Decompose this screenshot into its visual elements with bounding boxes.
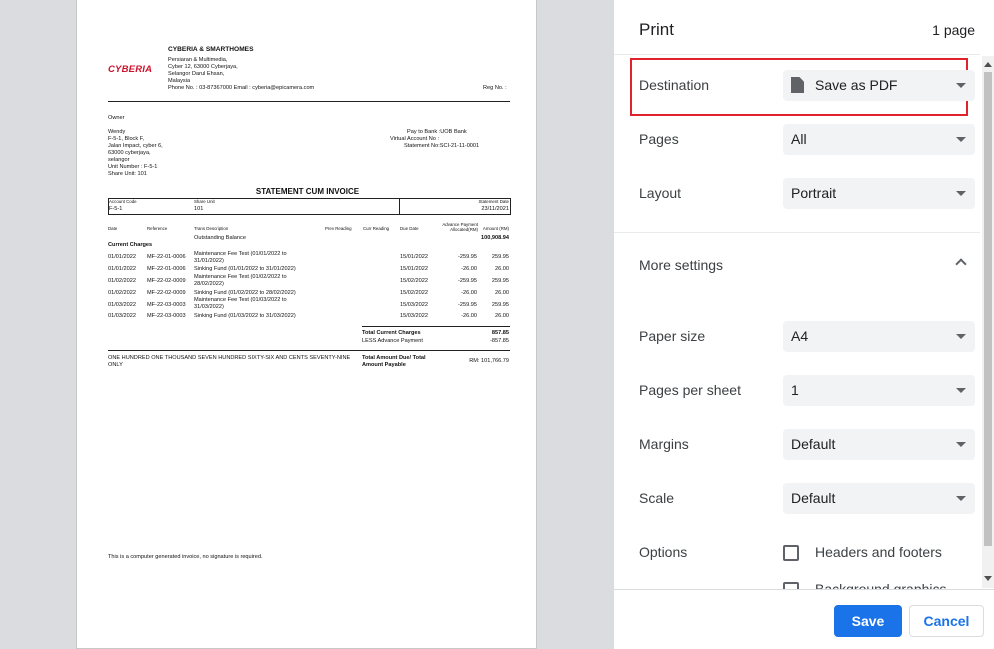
company-address-line: Cyber 12, 63000 Cyberjaya, (168, 64, 238, 70)
pages-per-sheet-select[interactable] (783, 375, 975, 406)
row-advance: -259.95 (458, 278, 477, 284)
col-description: Trans Description (194, 226, 229, 231)
margins-select[interactable] (783, 429, 975, 460)
row-due-date: 15/01/2022 (400, 266, 428, 272)
scroll-up-arrow[interactable] (984, 62, 992, 67)
chevron-down-icon (956, 191, 966, 196)
more-settings-toggle[interactable]: More settings (639, 257, 724, 273)
print-dialog-title: Print (639, 20, 674, 39)
row-description: Maintenance Fee Test (01/03/2022 to 31/03/2022) (194, 297, 287, 310)
outstanding-value: 100,908.94 (481, 235, 509, 241)
footer-note: This is a computer generated invoice, no signature is required. (108, 554, 263, 560)
row-description: Sinking Fund (01/03/2022 to 31/03/2022) (194, 313, 296, 319)
col-due-date: Due Date (400, 226, 419, 231)
row-due-date: 15/03/2022 (400, 302, 428, 308)
outstanding-label: Outstanding Balance (194, 235, 246, 241)
row-advance: -259.95 (458, 302, 477, 308)
company-contact: Phone No. : 03-87367000 Email : cyberia@epicamera.com (168, 85, 315, 91)
cancel-button[interactable]: Cancel (909, 605, 984, 637)
bank-line: Virtual Account No : (390, 136, 440, 142)
row-reference: MF-22-01-0006 (147, 266, 186, 272)
header-rule (108, 101, 510, 102)
current-charges-label: Current Charges (108, 242, 153, 248)
row-date: 01/02/2022 (108, 278, 136, 284)
bank-line: Statement No:SCI-21-11-0001 (404, 143, 480, 149)
paper-size-value: A4 (791, 328, 809, 344)
headers-footers-checkbox[interactable] (783, 545, 799, 561)
company-address-line: Selangor Darul Ehsan, (168, 71, 225, 77)
row-date: 01/03/2022 (108, 313, 136, 319)
row-description: Sinking Fund (01/01/2022 to 31/01/2022) (194, 266, 296, 272)
amount-in-words: ONE HUNDRED ONE THOUSAND SEVEN HUNDRED SIXTY-SIX AND CENTS SEVENTY-NINE ONLY (108, 355, 351, 368)
owner-line: Wendy (108, 129, 126, 135)
pages-per-sheet-label: Pages per sheet (639, 382, 741, 398)
row-reference: MF-22-01-0006 (147, 254, 186, 260)
row-date: 01/01/2022 (108, 254, 136, 260)
col-advance-payment: Advance Payment Allocated(RM) (442, 222, 478, 232)
statement-date-label: Statement Date (478, 199, 509, 204)
amount-due-rule (108, 350, 510, 351)
paper-size-label: Paper size (639, 328, 706, 344)
settings-divider (614, 232, 980, 233)
layout-value: Portrait (791, 185, 837, 201)
chevron-down-icon (956, 137, 966, 142)
row-due-date: 15/01/2022 (400, 254, 428, 260)
row-advance: -26.00 (461, 313, 477, 319)
account-box-divider (399, 198, 400, 215)
scrollbar-thumb[interactable] (984, 72, 992, 546)
company-logo: CYBERIA (108, 64, 153, 75)
pages-label: Pages (639, 131, 679, 147)
layout-select[interactable] (783, 178, 975, 209)
account-box (108, 198, 511, 215)
destination-value: Save as PDF (815, 77, 898, 93)
row-amount: 259.95 (491, 278, 509, 284)
row-date: 01/03/2022 (108, 302, 136, 308)
owner-line: Jalan Impact, cyber 6, (108, 143, 163, 149)
headers-footers-label[interactable]: Headers and footers (815, 544, 942, 560)
margins-label: Margins (639, 436, 689, 452)
pages-value: All (791, 131, 807, 147)
row-date: 01/01/2022 (108, 266, 136, 272)
row-reference: MF-22-03-0003 (147, 302, 186, 308)
totals-rule (362, 326, 510, 327)
less-advance-label: LESS Advance Payment (362, 338, 423, 344)
row-amount: 259.95 (491, 254, 509, 260)
row-due-date: 15/02/2022 (400, 278, 428, 284)
share-unit: 101 (194, 206, 204, 212)
print-settings-panel (614, 0, 994, 649)
row-description: Sinking Fund (01/02/2022 to 28/02/2022) (194, 290, 296, 296)
col-date: Date (108, 226, 118, 231)
chevron-down-icon (956, 334, 966, 339)
share-unit-label: Share Unit (194, 199, 215, 204)
statement-date: 23/11/2021 (481, 206, 509, 212)
company-name: CYBERIA & SMARTHOMES (168, 46, 254, 53)
col-prev-reading: Prev Reading (325, 226, 352, 231)
company-address-line: Malaysia (168, 78, 191, 84)
owner-line: Share Unit: 101 (108, 171, 147, 177)
save-button[interactable]: Save (834, 605, 902, 637)
layout-label: Layout (639, 185, 682, 201)
col-reference: Reference (147, 226, 168, 231)
row-description: Maintenance Fee Test (01/01/2022 to 31/01/2022) (194, 251, 287, 264)
options-label: Options (639, 544, 688, 560)
col-amount: Amount (RM) (482, 226, 509, 231)
total-current-value: 857.85 (491, 330, 509, 336)
dialog-footer (614, 590, 994, 649)
page-count: 1 page (932, 22, 975, 38)
owner-label: Owner (108, 115, 125, 121)
chevron-up-icon[interactable] (955, 258, 966, 269)
destination-label: Destination (639, 77, 710, 93)
row-due-date: 15/03/2022 (400, 313, 428, 319)
owner-line: selangor (108, 157, 130, 163)
row-due-date: 15/02/2022 (400, 290, 428, 296)
chevron-down-icon (956, 388, 966, 393)
row-description: Maintenance Fee Test (01/02/2022 to 28/02/2022) (194, 274, 287, 287)
preview-page (76, 0, 537, 649)
row-reference: MF-22-02-0009 (147, 278, 186, 284)
reg-no-label: Reg No. : (483, 85, 507, 91)
row-advance: -26.00 (461, 290, 477, 296)
company-address-line: Persiaran & Multimedia, (168, 57, 228, 63)
total-due-value: RM: 101,766.79 (469, 358, 509, 364)
account-code-label: Account Code (109, 199, 137, 204)
scale-value: Default (791, 490, 836, 506)
total-current-label: Total Current Charges (362, 330, 421, 336)
bank-line: Pay to Bank :UOB Bank (407, 129, 467, 135)
margins-value: Default (791, 436, 836, 452)
row-amount: 259.95 (491, 302, 509, 308)
owner-line: 63000 cyberjaya, (108, 150, 151, 156)
row-amount: 26.00 (495, 290, 509, 296)
header-divider (614, 54, 980, 55)
scroll-down-arrow[interactable] (984, 576, 992, 581)
row-amount: 26.00 (495, 266, 509, 272)
total-due-label: Total Amount Due/ Total Amount Payable (362, 355, 426, 368)
owner-line: F-5-1, Block F, (108, 136, 145, 142)
less-advance-value: -857.85 (490, 338, 509, 344)
row-reference: MF-22-03-0003 (147, 313, 186, 319)
row-date: 01/02/2022 (108, 290, 136, 296)
chevron-down-icon (956, 496, 966, 501)
row-advance: -259.95 (458, 254, 477, 260)
scale-label: Scale (639, 490, 675, 506)
destination-select[interactable] (783, 70, 975, 101)
col-curr-reading: Curr Reading (363, 226, 390, 231)
row-reference: MF-22-02-0009 (147, 290, 186, 296)
chevron-down-icon (956, 83, 966, 88)
pages-select[interactable] (783, 124, 975, 155)
account-code: F-5-1 (109, 206, 123, 212)
statement-title: STATEMENT CUM INVOICE (255, 187, 360, 196)
file-icon (791, 77, 804, 93)
paper-size-select[interactable] (783, 321, 975, 352)
owner-line: Unit Number : F-5-1 (108, 164, 158, 170)
row-advance: -26.00 (461, 266, 477, 272)
chevron-down-icon (956, 442, 966, 447)
scale-select[interactable] (783, 483, 975, 514)
row-amount: 26.00 (495, 313, 509, 319)
pages-per-sheet-value: 1 (791, 382, 799, 398)
